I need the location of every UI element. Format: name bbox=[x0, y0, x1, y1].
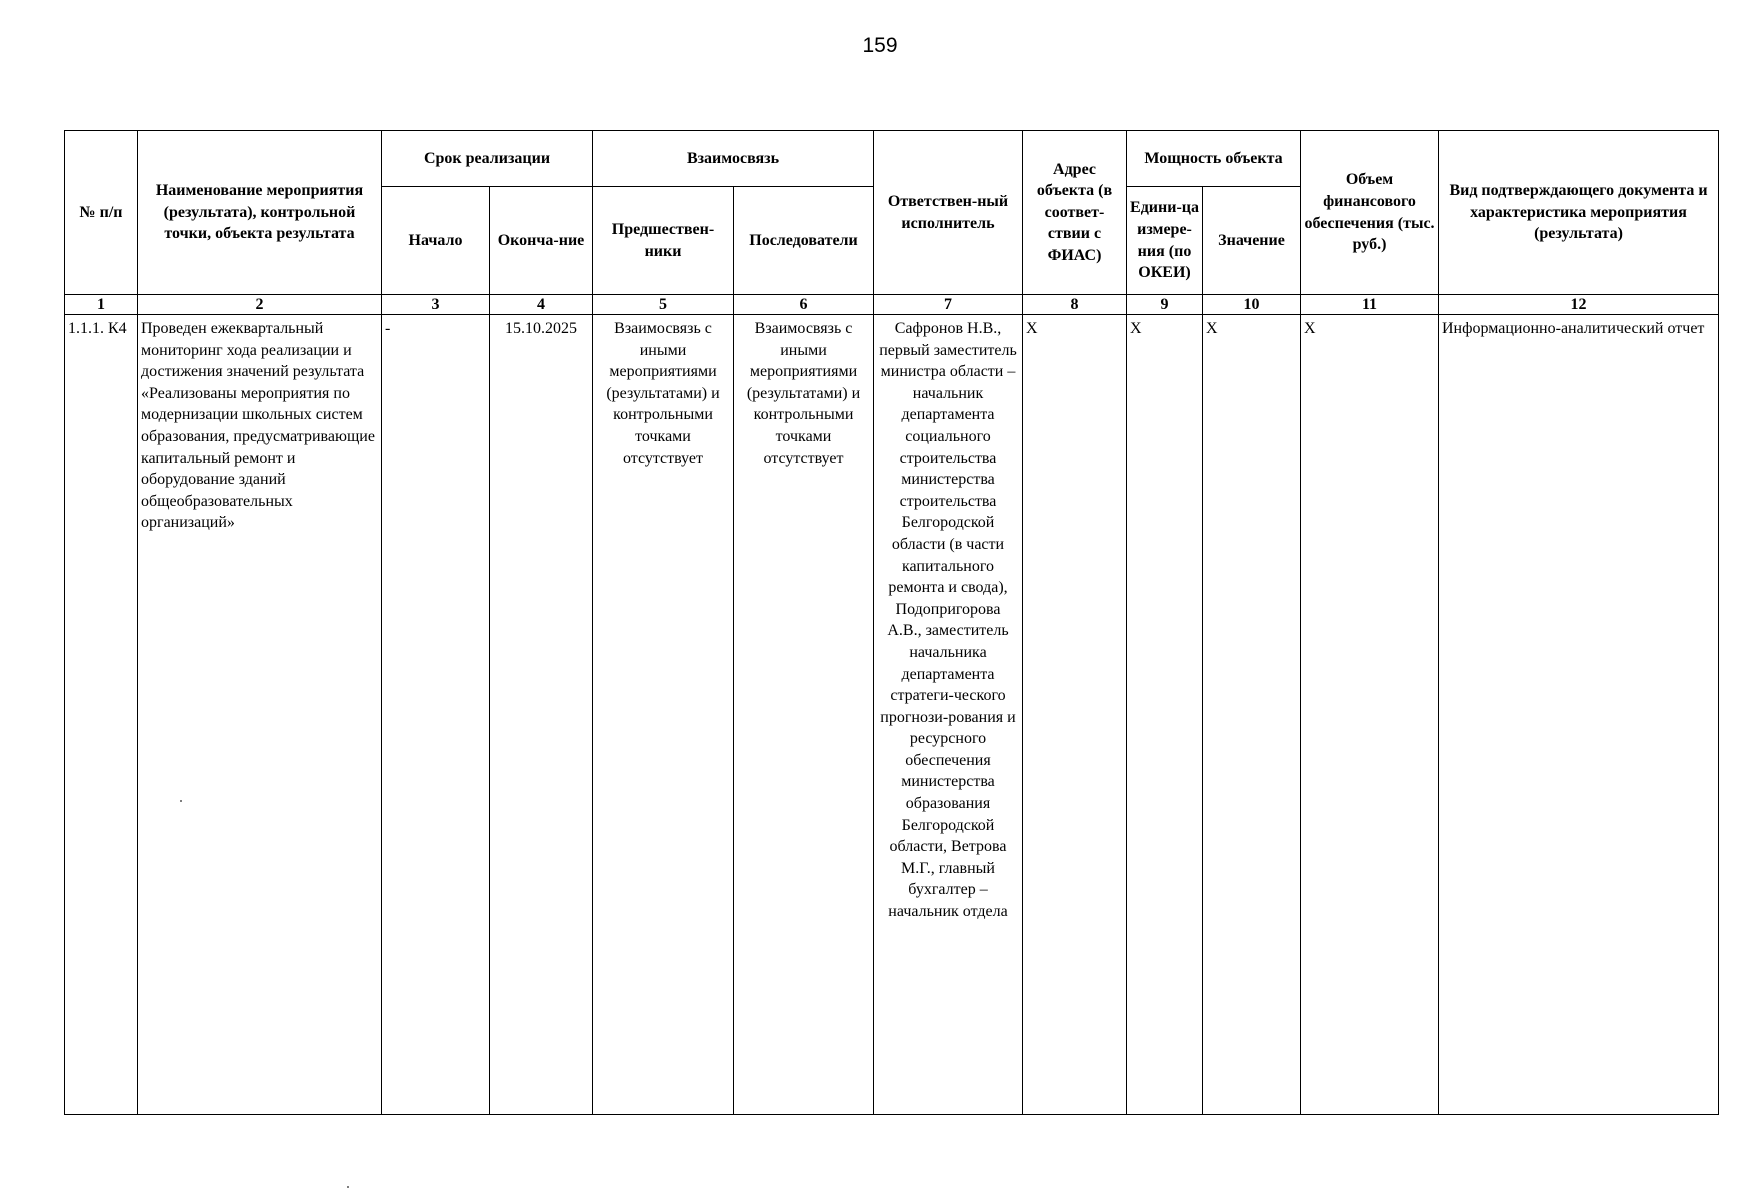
row-end: 15.10.2025 bbox=[490, 315, 593, 1115]
row-address: Х bbox=[1023, 315, 1127, 1115]
header-successors: Последователи bbox=[734, 187, 874, 295]
column-number: 9 bbox=[1127, 295, 1203, 315]
row-predecessors: Взаимосвязь с иными мероприятиями (результатами) и контрольными точками отсутствует bbox=[593, 315, 734, 1115]
header-unit: Едини-ца измере-ния (по ОКЕИ) bbox=[1127, 187, 1203, 295]
row-name: Проведен ежеквартальный мониторинг хода реализации и достижения значений результата «Реализованы мероприятия по модернизации школьных систем образования, предусматривающие капитальный ремонт и оборудование зданий общеобразовательных организаций» bbox=[138, 315, 382, 1115]
results-table bbox=[64, 130, 1719, 1115]
row-value: Х bbox=[1203, 315, 1301, 1115]
row-document: Информационно-аналитический отчет bbox=[1439, 315, 1719, 1115]
row-num: 1.1.1. К4 bbox=[65, 315, 138, 1115]
table-row bbox=[65, 315, 1719, 1115]
column-number: 7 bbox=[874, 295, 1023, 315]
row-responsible: Сафронов Н.В., первый заместитель министра области – начальник департамента социального строительства министерства строительства Белгородской области (в части капитального ремонта и свода), Подопригорова А.В., заместитель начальника департамента стратеги-ческого прогнози-рования и ресурсного обеспечения министерства образования Белгородской области, Ветрова М.Г., главный бухгалтер – начальник отдела bbox=[874, 315, 1023, 1115]
header-document: Вид подтверждающего документа и характеристика мероприятия (результата) bbox=[1439, 131, 1719, 295]
column-number: 1 bbox=[65, 295, 138, 315]
header-value: Значение bbox=[1203, 187, 1301, 295]
row-successors: Взаимосвязь с иными мероприятиями (результатами) и контрольными точками отсутствует bbox=[734, 315, 874, 1115]
scan-speck bbox=[347, 1186, 349, 1188]
row-unit: Х bbox=[1127, 315, 1203, 1115]
column-number: 12 bbox=[1439, 295, 1719, 315]
header-address: Адрес объекта (в соответ-ствии с ФИАС) bbox=[1023, 131, 1127, 295]
column-number: 11 bbox=[1301, 295, 1439, 315]
header-term-end: Оконча-ние bbox=[490, 187, 593, 295]
column-number: 5 bbox=[593, 295, 734, 315]
column-number: 10 bbox=[1203, 295, 1301, 315]
header-name: Наименование мероприятия (результата), контрольной точки, объекта результата bbox=[138, 131, 382, 295]
column-numbers-row bbox=[65, 295, 1719, 315]
column-number: 6 bbox=[734, 295, 874, 315]
header-capacity-group: Мощность объекта bbox=[1127, 131, 1301, 187]
column-number: 4 bbox=[490, 295, 593, 315]
row-start: - bbox=[382, 315, 490, 1115]
header-funding: Объем финансового обеспечения (тыс. руб.) bbox=[1301, 131, 1439, 295]
column-number: 2 bbox=[138, 295, 382, 315]
header-term-group: Срок реализации bbox=[382, 131, 593, 187]
scan-speck bbox=[180, 800, 182, 802]
header-term-start: Начало bbox=[382, 187, 490, 295]
header-predecessors: Предшествен-ники bbox=[593, 187, 734, 295]
column-number: 3 bbox=[382, 295, 490, 315]
header-relation-group: Взаимосвязь bbox=[593, 131, 874, 187]
header-num: № п/п bbox=[65, 131, 138, 295]
column-number: 8 bbox=[1023, 295, 1127, 315]
page-number: 159 bbox=[862, 34, 898, 57]
row-funding: Х bbox=[1301, 315, 1439, 1115]
header-responsible: Ответствен-ный исполнитель bbox=[874, 131, 1023, 295]
